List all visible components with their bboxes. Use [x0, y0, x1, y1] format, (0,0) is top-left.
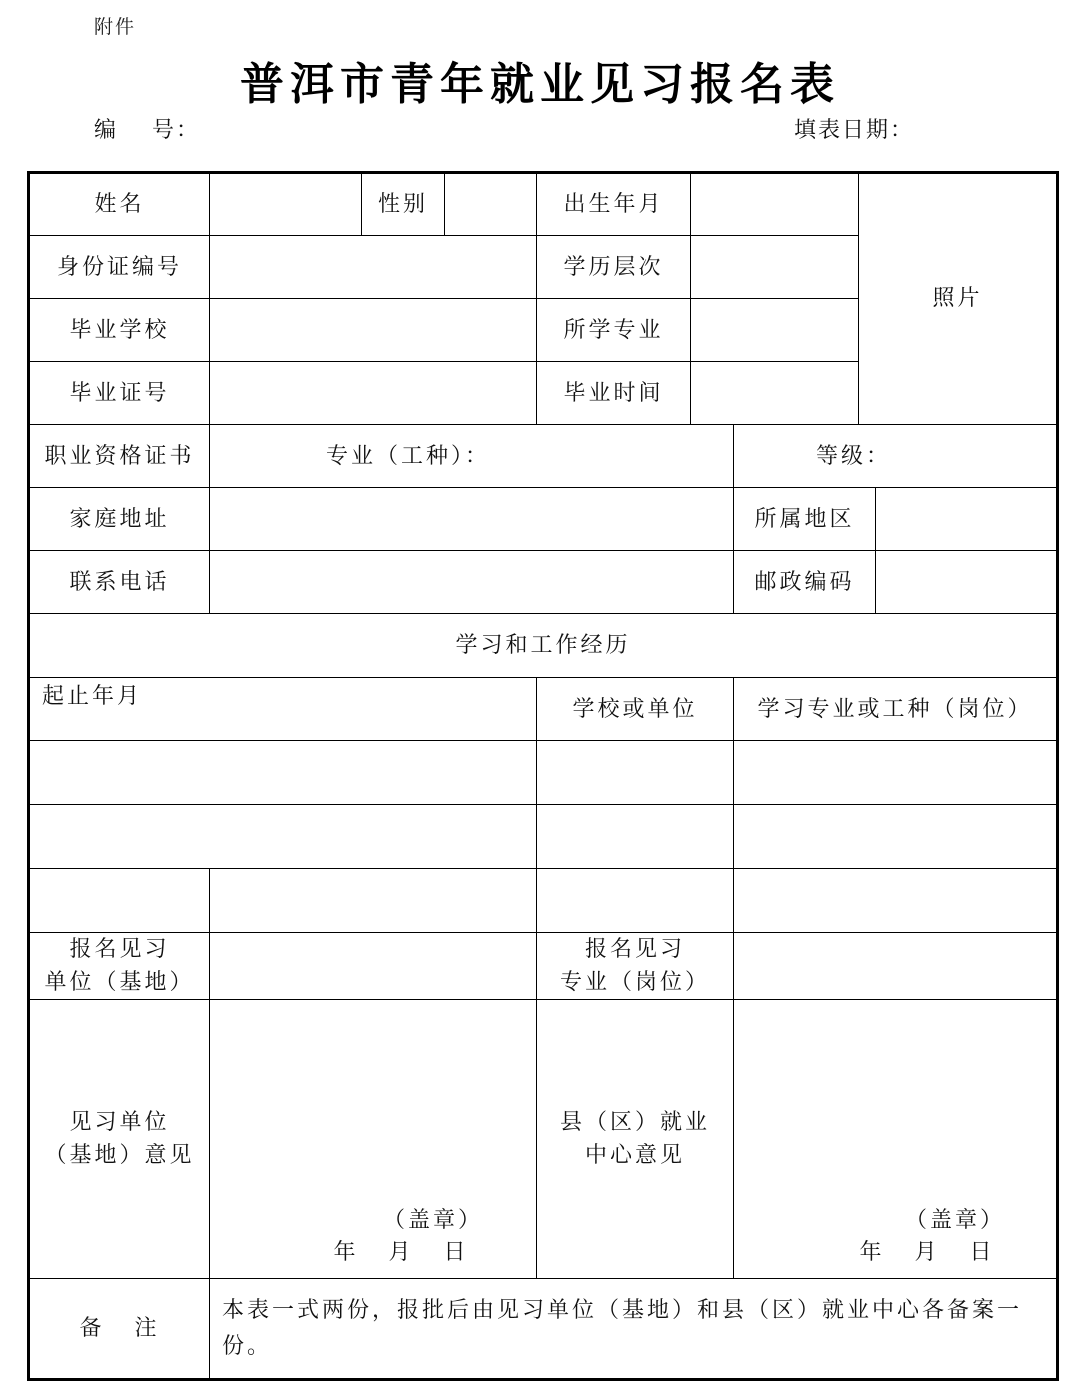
id-number-field[interactable] [210, 236, 537, 299]
history-field-cell[interactable] [734, 805, 1058, 869]
row-phone [29, 551, 1058, 614]
apply-post-line-2: 专业（岗位） [559, 970, 710, 995]
region-field[interactable] [876, 488, 1058, 551]
number-label-a: 编 [94, 118, 119, 143]
attachment-label: 附件 [94, 16, 137, 38]
remarks-label [29, 1279, 210, 1380]
county-seal-label: （盖章） [905, 1208, 1006, 1233]
certificate-number-field[interactable] [210, 362, 537, 425]
registration-form-table [27, 171, 1059, 1381]
trade-field[interactable] [210, 425, 734, 488]
row-remarks [29, 1279, 1058, 1380]
history-org-cell[interactable] [537, 869, 734, 933]
history-period-cell[interactable] [29, 741, 537, 805]
number-label-b: 号： [152, 118, 201, 143]
history-field-cell[interactable] [734, 741, 1058, 805]
county-opinion-line-2: 中心意见 [584, 1143, 685, 1168]
county-opinion-field[interactable] [734, 1000, 1058, 1279]
apply-post-line-1: 报名见习 [584, 937, 685, 962]
graduation-time-label: 毕业时间 [537, 362, 691, 425]
phone-label: 联系电话 [29, 551, 210, 614]
history-row [29, 741, 1058, 805]
unit-opinion-line-1: 见习单位 [69, 1110, 170, 1135]
postcode-label: 邮政编码 [734, 551, 876, 614]
region-label: 所属地区 [734, 488, 876, 551]
level-field[interactable] [734, 425, 1058, 488]
education-field[interactable] [691, 236, 859, 299]
period-header: 起止年月 [29, 678, 537, 741]
address-label: 家庭地址 [29, 488, 210, 551]
unit-date-line [238, 1236, 564, 1269]
apply-post-field[interactable] [734, 933, 1058, 1000]
birth-label: 出生年月 [537, 173, 691, 236]
county-day: 日 [969, 1240, 995, 1265]
unit-opinion-line-2: （基地）意见 [44, 1143, 195, 1168]
apply-post-label [537, 933, 734, 1000]
unit-opinion-field[interactable] [210, 1000, 537, 1279]
photo-label: 照片 [932, 286, 983, 311]
row-apply [29, 933, 1058, 1000]
remarks-label-b: 注 [134, 1316, 160, 1341]
gender-field[interactable] [445, 173, 537, 236]
number-field-label [94, 113, 200, 144]
address-field[interactable] [210, 488, 734, 551]
gender-label: 性别 [362, 173, 445, 236]
apply-unit-line-2: 单位（基地） [44, 970, 195, 995]
history-org-cell[interactable] [537, 741, 734, 805]
apply-unit-line-1: 报名见习 [69, 937, 170, 962]
county-opinion-line-1: 县（区）就业 [559, 1110, 710, 1135]
history-heading: 学习和工作经历 [29, 614, 1058, 678]
county-date-line [766, 1236, 1080, 1269]
row-history-columns [29, 678, 1058, 741]
row-opinions [29, 1000, 1058, 1279]
school-label: 毕业学校 [29, 299, 210, 362]
major-label: 所学专业 [537, 299, 691, 362]
birth-field[interactable] [691, 173, 859, 236]
unit-month: 月 [388, 1240, 414, 1265]
school-field[interactable] [210, 299, 537, 362]
history-period-cell[interactable] [210, 869, 537, 933]
name-label: 姓名 [29, 173, 210, 236]
field-header: 学习专业或工种（岗位） [734, 678, 1058, 741]
fill-date-label: 填表日期： [794, 118, 915, 143]
row-history-heading [29, 614, 1058, 678]
history-period-cell[interactable] [29, 869, 210, 933]
unit-day: 日 [443, 1240, 469, 1265]
county-year: 年 [859, 1240, 885, 1265]
qualification-label: 职业资格证书 [29, 425, 210, 488]
major-field[interactable] [691, 299, 859, 362]
unit-seal-label: （盖章） [382, 1208, 483, 1233]
org-header: 学校或单位 [537, 678, 734, 741]
trade-label: 专业（工种）： [326, 443, 491, 469]
photo-box[interactable] [859, 173, 1058, 425]
graduation-time-field[interactable] [691, 362, 859, 425]
level-label: 等级： [816, 443, 892, 469]
county-month: 月 [914, 1240, 940, 1265]
postcode-field[interactable] [876, 551, 1058, 614]
phone-field[interactable] [210, 551, 734, 614]
row-qualification [29, 425, 1058, 488]
history-org-cell[interactable] [537, 805, 734, 869]
remarks-label-a: 备 [79, 1316, 105, 1341]
unit-year: 年 [333, 1240, 359, 1265]
apply-unit-field[interactable] [210, 933, 537, 1000]
remarks-text: 本表一式两份，报批后由见习单位（基地）和县（区）就业中心各备案一份。 [210, 1279, 1058, 1380]
education-label: 学历层次 [537, 236, 691, 299]
form-title: 普洱市青年就业见习报名表 [240, 59, 840, 110]
history-row [29, 805, 1058, 869]
row-address [29, 488, 1058, 551]
apply-unit-label [29, 933, 210, 1000]
unit-opinion-label [29, 1000, 210, 1279]
history-field-cell[interactable] [734, 869, 1058, 933]
history-period-cell[interactable] [29, 805, 537, 869]
history-row [29, 869, 1058, 933]
id-number-label: 身份证编号 [29, 236, 210, 299]
name-field[interactable] [210, 173, 362, 236]
certificate-number-label: 毕业证号 [29, 362, 210, 425]
row-name [29, 173, 1058, 236]
